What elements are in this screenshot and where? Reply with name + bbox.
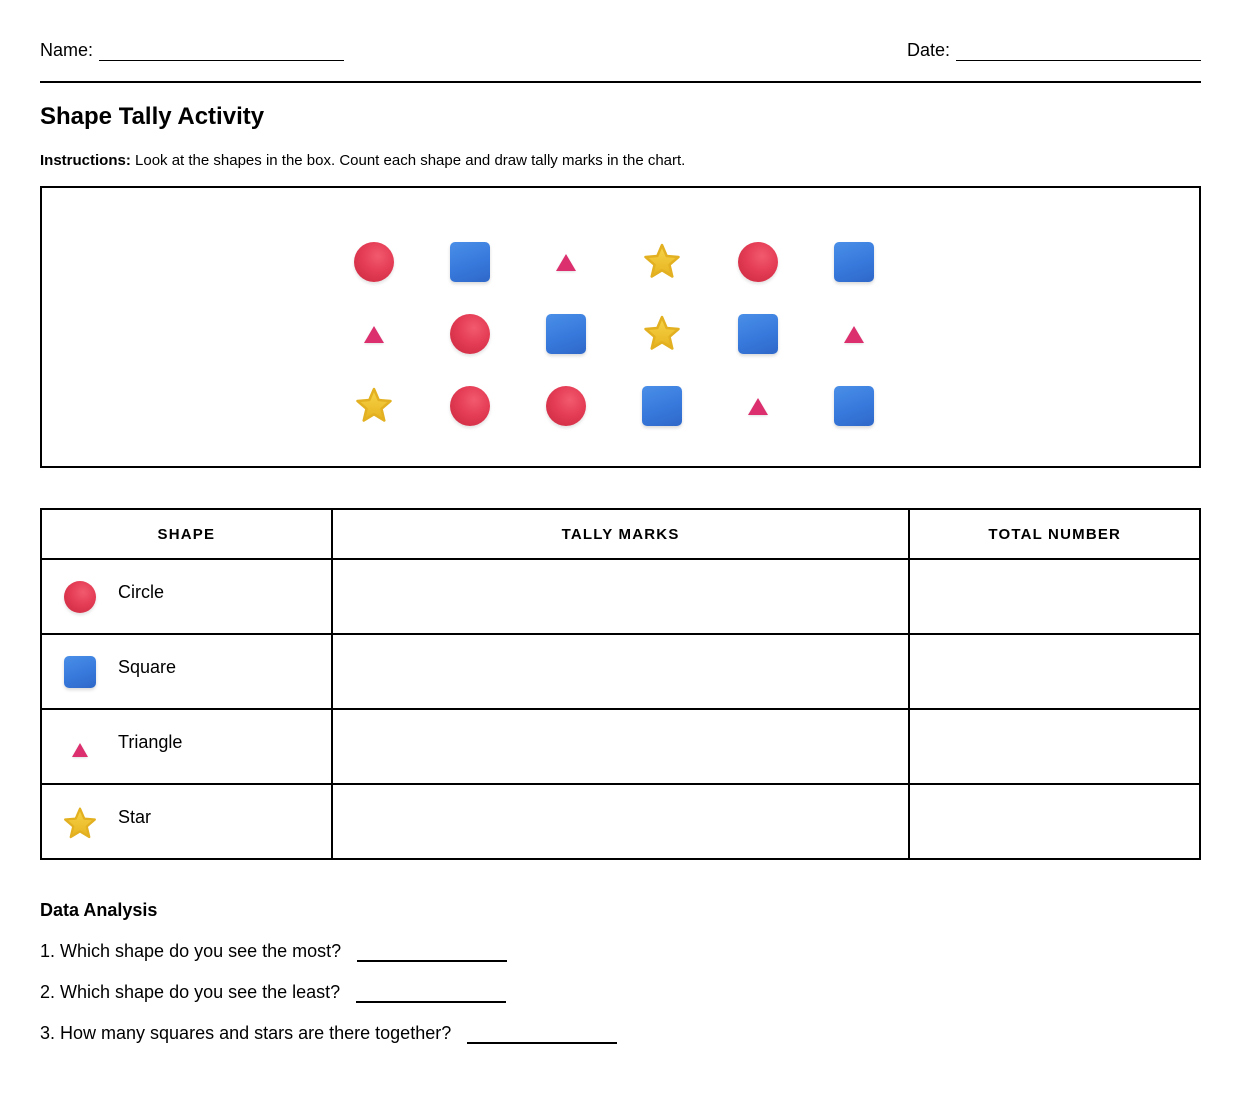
shape-grid-cell [642,226,682,298]
tally-table [40,508,1201,860]
square-icon [834,386,874,426]
shape-grid-cell [450,226,490,298]
star-icon [62,806,98,842]
shape-grid-cell [834,370,874,442]
shape-box [40,186,1201,468]
total-cell-circle[interactable] [909,559,1200,634]
shape-grid-cell [738,370,778,442]
total-cell-star[interactable] [909,784,1200,859]
tally-cell-star[interactable] [332,784,910,859]
circle-icon [64,581,96,613]
name-blank-line[interactable] [99,40,344,61]
shape-grid-cell [834,226,874,298]
page-title: Shape Tally Activity [40,103,265,130]
name-field [40,40,344,61]
shape-grid-cell [738,298,778,370]
shape-grid-cell [450,298,490,370]
tally-cell-circle[interactable] [332,559,910,634]
triangle-icon [556,254,576,271]
shape-grid-cell [354,370,394,442]
question-text: 2. Which shape do you see the least? [40,982,341,1002]
worksheet-header [40,38,1201,64]
circle-icon [450,386,490,426]
shape-grid-cell [546,298,586,370]
triangle-icon [844,326,864,343]
date-blank-line[interactable] [956,40,1201,61]
instructions-label: Instructions: [40,152,131,169]
shape-grid-cell [354,226,394,298]
question-text: 3. How many squares and stars are there together? [40,1023,452,1043]
table-row [41,634,1200,709]
table-header-row [41,509,1200,559]
header-divider [40,81,1201,83]
shape-name: Circle [118,582,165,602]
shape-grid-cell [450,370,490,442]
data-analysis-heading: Data Analysis [40,900,158,920]
star-icon [642,241,682,283]
shape-name: Square [118,657,177,677]
tally-cell-triangle[interactable] [332,709,910,784]
square-icon [450,242,490,282]
shape-grid-cell [642,298,682,370]
shape-name: Star [118,807,152,827]
table-row [41,709,1200,784]
triangle-icon [748,398,768,415]
question-2 [40,982,506,1003]
shape-cell [41,634,332,709]
square-icon [546,314,586,354]
question-3 [40,1023,617,1044]
total-cell-square[interactable] [909,634,1200,709]
header-total-number: TOTAL NUMBER [909,509,1200,559]
shape-grid [354,226,930,442]
answer-blank-3[interactable] [467,1026,617,1044]
square-icon [738,314,778,354]
name-label: Name: [40,40,94,60]
instructions [40,152,685,169]
shape-grid-cell [738,226,778,298]
shape-grid-cell [354,298,394,370]
total-cell-triangle[interactable] [909,709,1200,784]
shape-cell [41,559,332,634]
triangle-icon [72,743,88,757]
shape-name: Triangle [118,732,183,752]
instructions-text: Look at the shapes in the box. Count each shape and draw tally marks in the chart. [130,152,686,169]
header-tally-marks: TALLY MARKS [332,509,910,559]
date-label: Date: [906,40,950,60]
triangle-icon [364,326,384,343]
date-field [907,40,1201,61]
circle-icon [546,386,586,426]
table-row [41,784,1200,859]
shape-cell [41,784,332,859]
table-row [41,559,1200,634]
star-icon [354,385,394,427]
question-text: 1. Which shape do you see the most? [40,941,342,961]
shape-cell [41,709,332,784]
shape-grid-cell [546,226,586,298]
circle-icon [450,314,490,354]
answer-blank-2[interactable] [356,985,506,1003]
answer-blank-1[interactable] [357,944,507,962]
square-icon [834,242,874,282]
square-icon [642,386,682,426]
circle-icon [354,242,394,282]
header-shape: SHAPE [41,509,332,559]
shape-grid-cell [546,370,586,442]
tally-cell-square[interactable] [332,634,910,709]
shape-grid-cell [834,298,874,370]
square-icon [64,656,96,688]
circle-icon [738,242,778,282]
shape-grid-cell [642,370,682,442]
question-1 [40,941,507,962]
star-icon [642,313,682,355]
